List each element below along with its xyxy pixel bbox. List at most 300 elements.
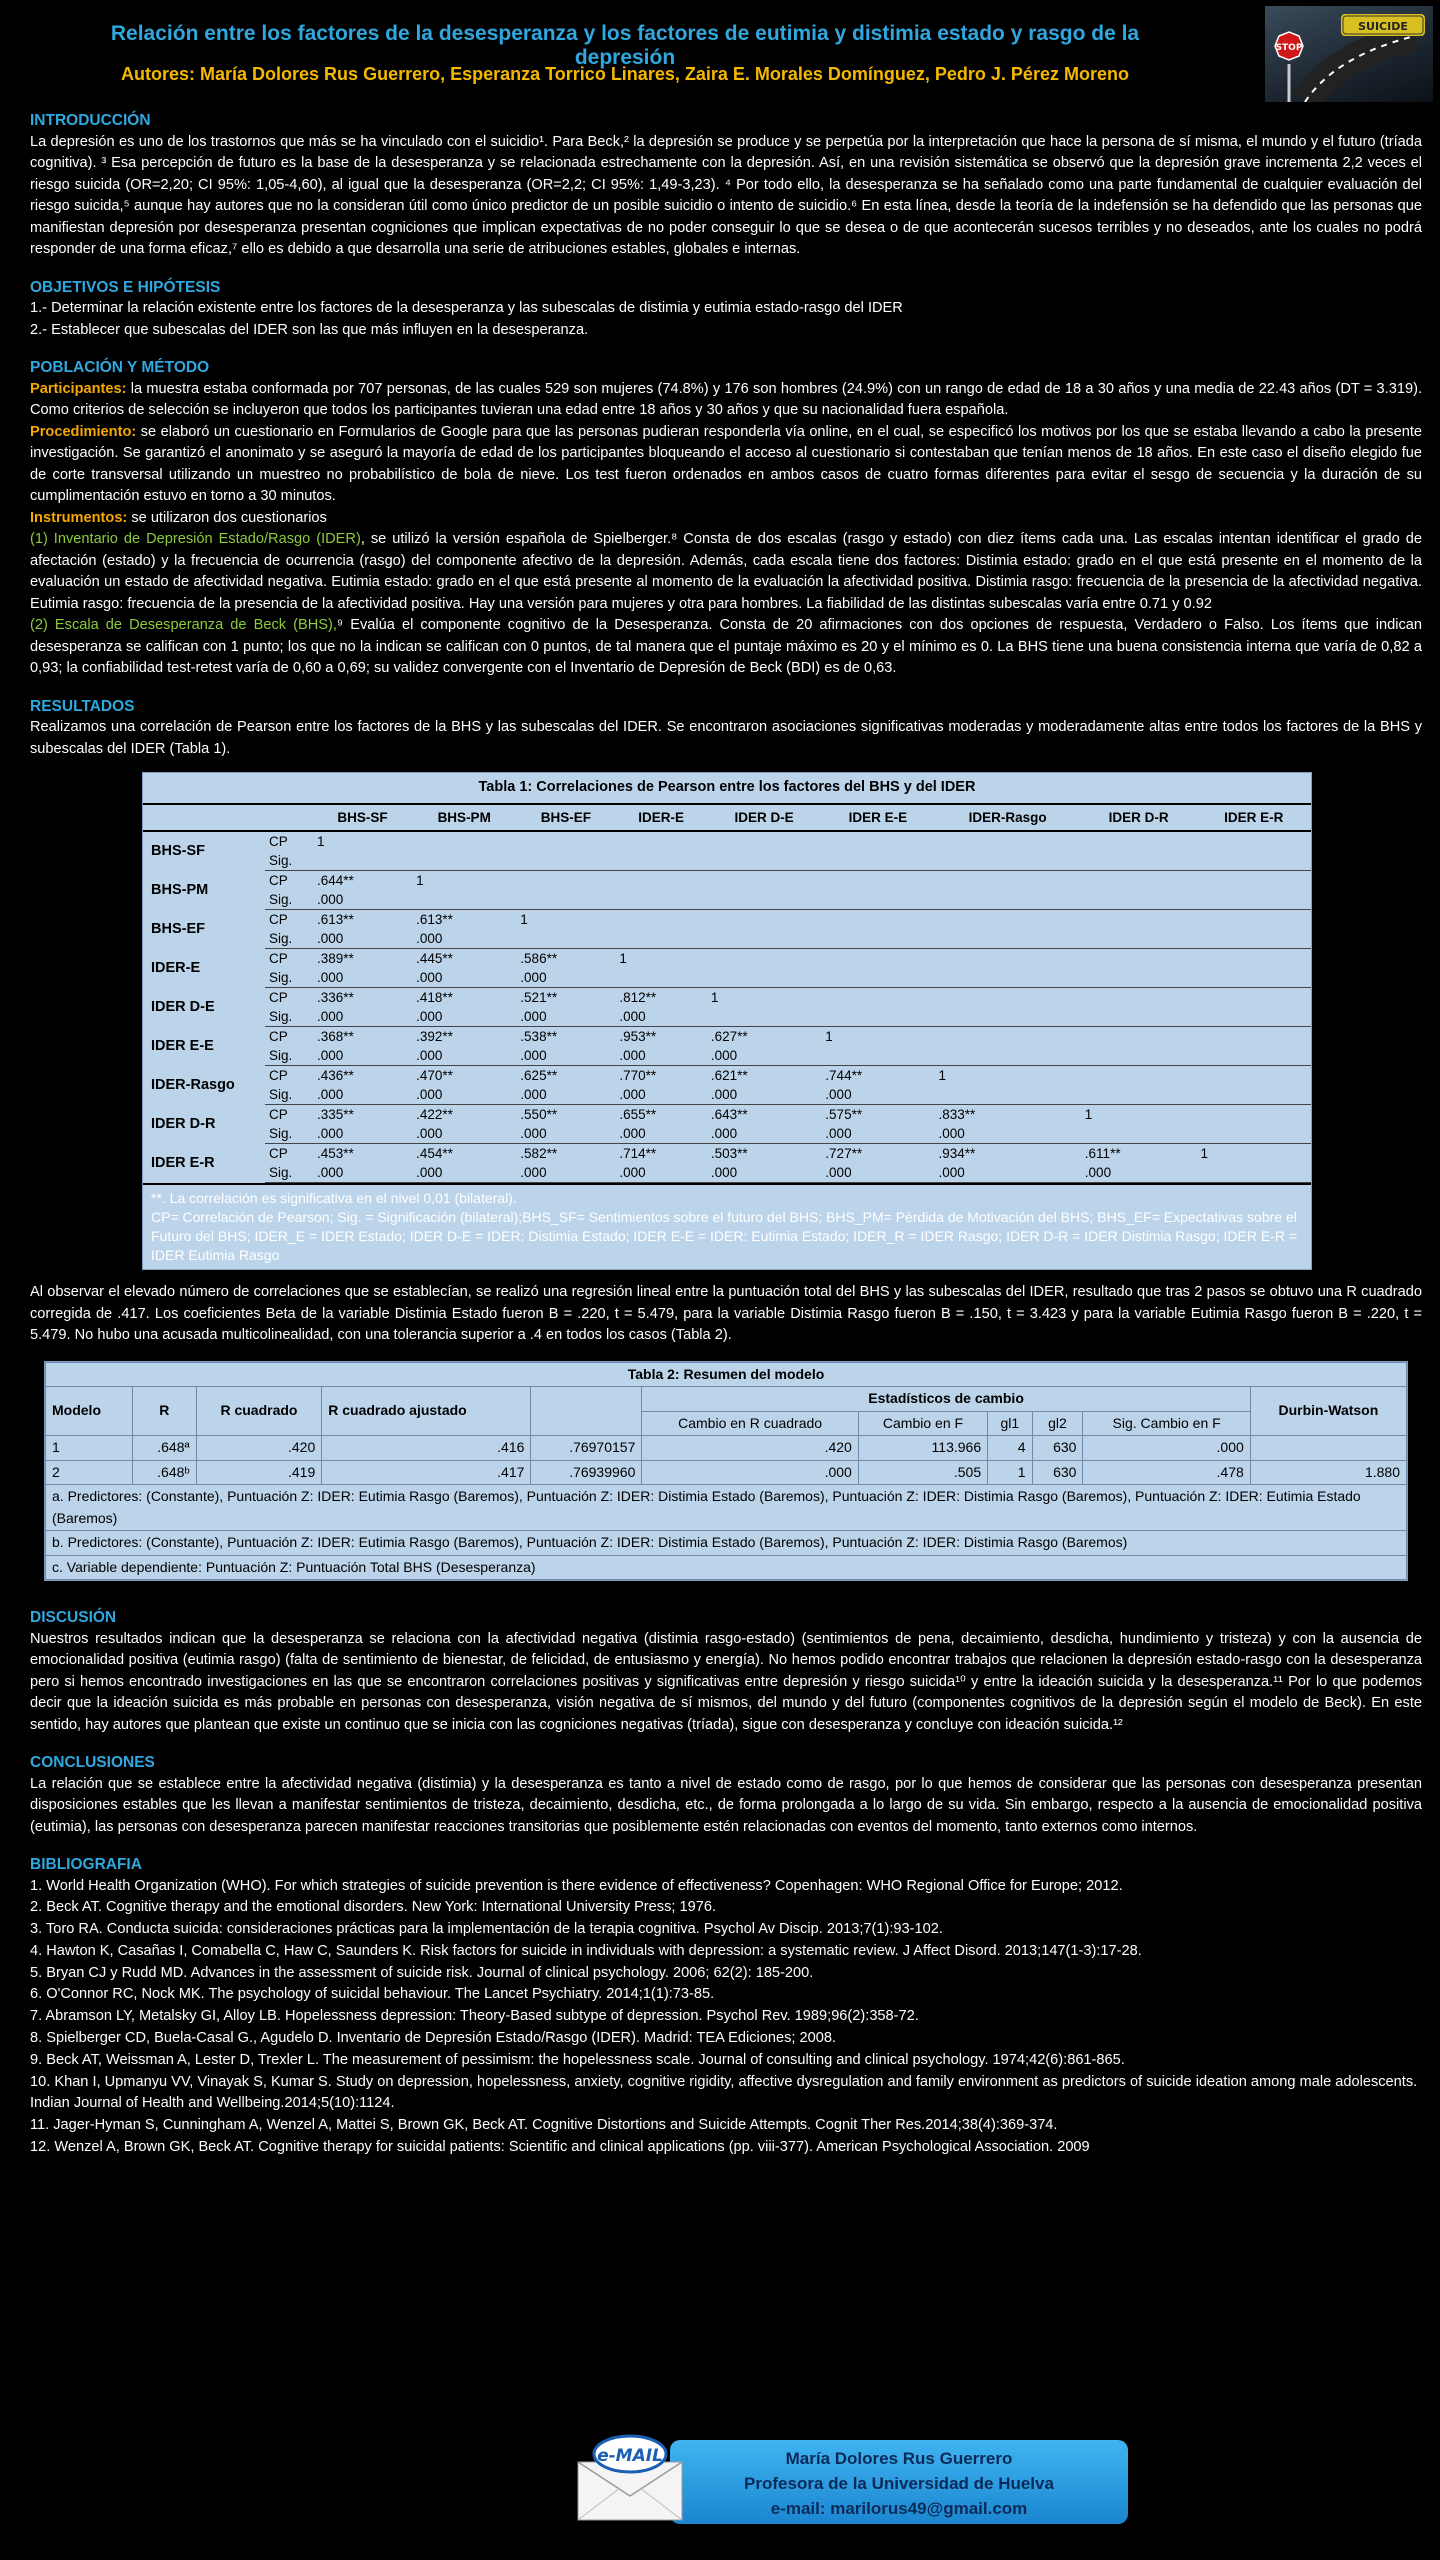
significance-cell: .000	[615, 1124, 706, 1144]
cell: 1	[988, 1460, 1032, 1485]
correlation-cell	[821, 871, 934, 891]
correlation-cell: .503**	[710, 1146, 748, 1161]
table2-note-row	[46, 1555, 1407, 1580]
correlation-cell	[1196, 988, 1311, 1008]
objectives-section	[30, 277, 1422, 342]
sig-label: Sig.	[265, 1007, 313, 1027]
correlation-cell: .436**	[317, 1068, 354, 1083]
cell: .648ᵇ	[132, 1460, 196, 1485]
correlation-cell: .655**	[619, 1107, 657, 1122]
procedure-label: Procedimiento:	[30, 423, 137, 440]
contact-email[interactable]: e-mail: marilorus49@gmail.com	[770, 2499, 1028, 2518]
cell: 2	[46, 1460, 133, 1485]
table2-header: Cambio en R cuadrado	[642, 1411, 858, 1436]
table2-header: Sig. Cambio en F	[1083, 1411, 1250, 1436]
correlation-cell	[821, 949, 934, 969]
significance-cell: .000	[615, 1007, 706, 1027]
row-label: BHS-EF	[151, 920, 205, 937]
significance-cell: .000	[516, 1163, 615, 1183]
row-label: IDER D-E	[151, 998, 215, 1015]
correlation-cell: .470**	[416, 1068, 453, 1083]
table1-column-header: IDER D-E	[707, 805, 821, 832]
table1-caption: Tabla 1: Correlaciones de Pearson entre los factores del BHS y del IDER	[143, 773, 1311, 805]
table2-header: Durbin-Watson	[1250, 1387, 1406, 1436]
significance-cell	[313, 851, 412, 871]
significance-cell	[412, 890, 516, 910]
significance-cell	[821, 1046, 934, 1066]
results-after-table1: Al observar el elevado número de correlaciones que se establecían, se realizó una regresión lineal entre la puntuación total del BHS y las subescalas del IDER, resultado que tras 2 pasos se obtuvo una R cuadrado corregida de .417. Los coeficientes Beta de la variable Distimia Estado fueron B = .220, t = 5.479, para la variable Distimia Rasgo fueron B = .150, t = 3.423 y para la variable Eutimia Rasgo fueron B = .220, t = 5.479. No hubo una acusada multicolinealidad, con una tolerancia superior a .4 en todos los casos (Tabla 2).	[30, 1284, 1422, 1343]
table-row	[143, 929, 1311, 949]
correlation-cell	[1196, 831, 1311, 851]
correlation-cell: .644**	[317, 873, 354, 888]
significance-cell: .000	[412, 1085, 516, 1105]
correlation-cell	[707, 871, 821, 891]
table2-header: Estadísticos de cambio	[642, 1387, 1250, 1412]
correlation-cell: 1	[619, 951, 627, 966]
reference-item: 1. World Health Organization (WHO). For which strategies of suicide prevention is there evidence of effectiveness? Copenhagen: WHO Regional Office for Europe; 2012.	[30, 1877, 1123, 1894]
significance-cell: .000	[313, 1085, 412, 1105]
cp-label: CP	[269, 1107, 288, 1122]
significance-cell: .000	[412, 1007, 516, 1027]
table-row	[46, 1460, 1407, 1485]
participants-paragraph	[30, 379, 1422, 422]
significance-cell	[707, 890, 821, 910]
significance-cell: .000	[313, 929, 412, 949]
participants-text: la muestra estaba conformada por 707 personas, de las cuales 529 son mujeres (74.8%) y 176 son hombres (24.9%) con un rango de edad de 18 a 30 años y una media de 22.43 años (DT = 3.319). Como criterios de selección se incluyeron que todos los participantes tuvieran una edad entre 18 años y 30 años y que su nacionalidad fuera española.	[30, 380, 1422, 418]
significance-cell	[1196, 1124, 1311, 1144]
cell: .417	[322, 1460, 531, 1485]
significance-cell: .000	[934, 1124, 1080, 1144]
road-sign-icon	[1265, 6, 1433, 102]
cell	[1250, 1436, 1406, 1461]
cell: .420	[196, 1436, 322, 1461]
correlation-cell: .335**	[317, 1107, 354, 1122]
correlation-cell: 1	[1200, 1146, 1208, 1161]
table-row	[143, 1144, 1311, 1164]
significance-cell	[934, 1046, 1080, 1066]
significance-cell	[1081, 1085, 1197, 1105]
bibliography-section	[30, 1854, 1422, 2159]
correlation-cell: .422**	[416, 1107, 453, 1122]
table-row	[143, 949, 1311, 969]
correlation-cell	[1081, 871, 1197, 891]
correlation-cell	[615, 871, 706, 891]
significance-cell	[707, 851, 821, 871]
table1-column-header: BHS-EF	[516, 805, 615, 832]
significance-cell	[821, 968, 934, 988]
significance-cell	[1196, 1007, 1311, 1027]
significance-cell: .000	[313, 890, 412, 910]
instruments-text: se utilizaron dos cuestionarios	[127, 509, 327, 526]
correlation-cell: .453**	[317, 1146, 354, 1161]
conclusions-heading: CONCLUSIONES	[30, 1754, 155, 1771]
contact-card	[670, 2440, 1128, 2524]
correlation-cell	[934, 949, 1080, 969]
table1-notes	[143, 1183, 1311, 1269]
table-row	[143, 1124, 1311, 1144]
reference-item: 4. Hawton K, Casañas I, Comabella C, Haw C, Saunders K. Risk factors for suicide in individuals with depression: a systematic review. J Affect Disord. 2013;147(1-3):17-28.	[30, 1942, 1142, 1959]
correlation-cell: 1	[317, 834, 325, 849]
cell: .505	[858, 1460, 987, 1485]
table1-column-header: BHS-PM	[412, 805, 516, 832]
cell: 630	[1032, 1460, 1083, 1485]
correlation-cell: .582**	[520, 1146, 558, 1161]
cell: .000	[1083, 1436, 1250, 1461]
bhs-paragraph	[30, 615, 1422, 680]
significance-cell: .000	[821, 1163, 934, 1183]
correlation-cell: .613**	[317, 912, 354, 927]
sig-label: Sig.	[265, 929, 313, 949]
row-label: IDER E-R	[151, 1154, 215, 1171]
significance-cell: .000	[707, 1163, 821, 1183]
objectives-heading: OBJETIVOS E HIPÓTESIS	[30, 278, 221, 296]
significance-cell	[1081, 929, 1197, 949]
table2-caption: Tabla 2: Resumen del modelo	[46, 1362, 1407, 1387]
reference-item: 9. Beck AT, Weissman A, Lester D, Trexler L. The measurement of pessimism: the hopelessness scale. Journal of consulting and clinical psychology. 1974;42(6):861-865.	[30, 2051, 1125, 2068]
cp-label: CP	[269, 912, 288, 927]
correlation-cell: .625**	[520, 1068, 558, 1083]
cp-label: CP	[269, 1146, 288, 1161]
correlation-cell: .770**	[619, 1068, 657, 1083]
table1-column-header: BHS-SF	[313, 805, 412, 832]
contact-affiliation: Profesora de la Universidad de Huelva	[744, 2474, 1054, 2493]
conclusions-text: La relación que se establece entre la afectividad negativa (distimia) y la desesperanza es tanto a nivel de estado como de rasgo, por lo que hemos de considerar que las personas con desesperanza presentan disposiciones estables que les llevan a manifestar sentimientos de tristeza, decaimiento, desdicha, etc., de forma prolongada a lo largo de su vida. Sin embargo, respecto a la ausencia de emocionalidad positiva (eutimia), las personas con desesperanza parecen manifestar reacciones transitorias que posiblemente estén relacionadas con eventos del momento, tanto externos como internos.	[30, 1775, 1422, 1835]
method-section	[30, 357, 1422, 680]
correlation-cell	[1081, 949, 1197, 969]
significance-cell: .000	[516, 1046, 615, 1066]
significance-cell	[1081, 968, 1197, 988]
table2-header: Modelo	[46, 1387, 133, 1436]
table-row	[143, 871, 1311, 891]
significance-cell	[615, 968, 706, 988]
participants-label: Participantes:	[30, 380, 127, 397]
discussion-heading: DISCUSIÓN	[30, 1609, 117, 1626]
significance-cell	[934, 1007, 1080, 1027]
significance-cell: .000	[313, 1124, 412, 1144]
correlation-cell: .613**	[416, 912, 453, 927]
authors-line: Autores: María Dolores Rus Guerrero, Esperanza Torrico Linares, Zaira E. Morales Domínguez, Pedro J. Pérez Moreno	[121, 64, 1129, 84]
reference-item: 7. Abramson LY, Metalsky GI, Alloy LB. Hopelessness depression: Theory-Based subtype of depression. Psychol Rev. 1989;96(2):358-72.	[30, 2008, 919, 2025]
significance-cell	[1081, 890, 1197, 910]
cp-label: CP	[269, 1068, 288, 1083]
correlation-cell: .538**	[520, 1029, 558, 1044]
table2-header-row	[46, 1387, 1407, 1412]
correlation-cell	[615, 910, 706, 930]
discussion-section	[30, 1607, 1422, 1736]
results-intro: Realizamos una correlación de Pearson entre los factores de la BHS y las subescalas del IDER. Se encontraron asociaciones significativas moderadas y moderadamente altas entre todos los factores de la BHS y subescalas del IDER (Tabla 1).	[30, 719, 1422, 757]
table1-header-row	[143, 805, 1311, 832]
correlation-cell	[707, 831, 821, 851]
poster-content	[30, 110, 1422, 2159]
conclusions-section	[30, 1752, 1422, 1838]
reference-item: 10. Khan I, Upmanyu VV, Vinayak S, Kumar S. Study on depression, hopelessness, anxiety, cognitive rigidity, affective dysregulation and family environment as predictors of suicide ideation among male adolescents. Indian Journal of Health and Wellbeing.2014;5(10):1124.	[30, 2073, 1418, 2112]
logo-sign-text: SUICIDE	[1358, 20, 1408, 33]
procedure-paragraph	[30, 422, 1422, 508]
correlation-cell	[1081, 1027, 1197, 1047]
row-label: IDER E-E	[151, 1037, 214, 1054]
reference-item: 3. Toro RA. Conducta suicida: consideraciones prácticas para la implementación de la terapia cognitiva. Psychol Av Discip. 2013;7(1):93-102.	[30, 1921, 943, 1938]
cp-label: CP	[269, 1029, 288, 1044]
significance-cell: .000	[821, 1085, 934, 1105]
correlation-cell	[1081, 831, 1197, 851]
reference-item: 12. Wenzel A, Brown GK, Beck AT. Cognitive therapy for suicidal patients: Scientific and clinical applications (pp. viii-377). American Psychological Association. 2009	[30, 2139, 1090, 2156]
significance-cell: .000	[707, 1046, 821, 1066]
table1-column-header: IDER E-E	[821, 805, 934, 832]
cell: .76939960	[531, 1460, 642, 1485]
correlation-cell	[1081, 988, 1197, 1008]
correlation-cell	[516, 871, 615, 891]
correlation-cell	[1081, 910, 1197, 930]
correlation-table	[143, 773, 1311, 1183]
table2-header: R cuadrado ajustado	[322, 1387, 531, 1436]
correlation-cell	[934, 831, 1080, 851]
table1-container	[142, 772, 1312, 1270]
sig-label: Sig.	[265, 1046, 313, 1066]
significance-cell: .000	[313, 1007, 412, 1027]
bhs-text: ⁹ Evalúa el componente cognitivo de la Desesperanza. Consta de 20 afirmaciones con dos opciones de respuesta, Verdadero o Falso. Los ítems que indican desesperanza se califican con 1 punto; los que no la indican se califican con 0 puntos, de tal manera que el puntaje máximo es 20 y el mínimo es 0. La BHS tiene una buena consistencia interna que varía de 0,82 a 0,93; la confiabilidad test-retest varía de 0,60 a 0,69; su validez convergente con el Inventario de Depresión de Beck (BDI) es de 0,63.	[30, 617, 1422, 676]
table1-corner	[265, 805, 313, 832]
table2-note: c. Variable dependiente: Puntuación Z: Puntuación Total BHS (Desesperanza)	[46, 1555, 1407, 1580]
row-label: IDER-Rasgo	[151, 1076, 235, 1093]
significance-cell	[1196, 851, 1311, 871]
significance-cell	[412, 851, 516, 871]
correlation-cell: .621**	[710, 1068, 748, 1083]
correlation-cell	[1196, 1066, 1311, 1086]
intro-text: La depresión es uno de los trastornos que más se ha vinculado con el suicidio¹. Para Beck,² la depresión se produce y se perpetúa por la interpretación que hace la persona de sí misma, el mundo y el futuro (tríada cognitiva). ³ Esa percepción de futuro es la base de la desesperanza y se relacionada estrechamente con la depresión. Así, en una revisión sistemática se observó que la depresión grave incrementa 2,2 veces el riesgo suicida (OR=2,20; CI 95%: 1,05-4,60), al igual que la desesperanza (OR=2,2; CI 95%: 1,49-3,23). ⁴ Por todo ello, la desesperanza se ha señalado como una parte fundamental de cualquier evaluación del riesgo suicida,⁵ aunque hay autores que no la consideran útil como único predictor de un posible suicidio o intento de suicidio.⁶ En esta línea, desde la teoría de la indefensión se ha defendido que las personas que manifiestan depresión por desesperanza presentan cogniciones que implican expectativas de no poder conseguir lo que se desea o de que acontecerán sucesos terribles y no deseados, ante los cuales no podrá responder de una forma eficaz,⁷ ello es debido a que desarrolla una serie de atribuciones estables, globales e internas.	[30, 133, 1422, 257]
significance-cell	[934, 890, 1080, 910]
cell: 4	[988, 1436, 1032, 1461]
table1-note: CP= Correlación de Pearson; Sig. = Significación (bilateral);BHS_SF= Sentimientos sobre el futuro del BHS; BHS_PM= Pérdida de Motivación del BHS; BHS_EF= Expectativas sobre el Futuro del BHS; IDER_E = IDER Estado; IDER D-E = IDER: Distimia Estado; IDER E-E = IDER: Eutimia Estado; IDER_R = IDER Rasgo; IDER D-R = IDER Distimia Rasgo; IDER E-R = IDER Eutimia Rasgo	[151, 1209, 1298, 1263]
cell: 1.880	[1250, 1460, 1406, 1485]
row-label: BHS-SF	[151, 842, 205, 859]
bibliography-heading: BIBLIOGRAFIA	[30, 1856, 142, 1873]
significance-cell	[821, 929, 934, 949]
significance-cell: .000	[516, 968, 615, 988]
correlation-cell: .643**	[710, 1107, 748, 1122]
correlation-cell: .714**	[619, 1146, 657, 1161]
correlation-cell	[1196, 949, 1311, 969]
correlation-cell: .575**	[825, 1107, 863, 1122]
ider-label: (1) Inventario de Depresión Estado/Rasgo (IDER)	[30, 531, 361, 547]
correlation-cell	[615, 831, 706, 851]
table2-header: Cambio en F	[858, 1411, 987, 1436]
significance-cell: .000	[313, 1163, 412, 1183]
table-row	[143, 831, 1311, 851]
intro-heading: INTRODUCCIÓN	[30, 112, 151, 129]
envelope-text: e-MAIL	[597, 2446, 663, 2466]
table-row	[143, 1046, 1311, 1066]
correlation-cell: .392**	[416, 1029, 453, 1044]
significance-cell	[934, 929, 1080, 949]
correlation-cell	[707, 910, 821, 930]
significance-cell: .000	[412, 929, 516, 949]
instruments-label: Instrumentos:	[30, 509, 128, 526]
row-label: BHS-PM	[151, 881, 209, 898]
procedure-text: se elaboró un cuestionario en Formularios de Google para que las personas pudieran responderla vía online, en el cual, se especificó los motivos por los que se estaba llevando a cabo la presente investigación. Se garantizó el anonimato y se aseguró la mayoría de edad de los participantes bloqueando el acceso al cuestionario si contestaban que tenían menos de 18 años. En este caso el diseño elegido fue de corte transversal utilizando un muestreo no probabilístico de bola de nieve. Los test fueron ordenados en ambos casos de cuatro formas diferentes para evitar el sesgo de secuencia y la duración de su cumplimentación estuvo en torno a 30 minutos.	[30, 423, 1422, 504]
significance-cell	[707, 968, 821, 988]
significance-cell	[707, 1007, 821, 1027]
table1-column-header: IDER-E	[615, 805, 706, 832]
correlation-cell	[1196, 871, 1311, 891]
sig-label: Sig.	[265, 968, 313, 988]
table2-header	[531, 1387, 642, 1436]
correlation-cell	[1081, 1066, 1197, 1086]
significance-cell: .000	[615, 1163, 706, 1183]
contact-box	[570, 2432, 1128, 2528]
significance-cell	[1081, 851, 1197, 871]
correlation-cell	[821, 988, 934, 1008]
correlation-cell: .445**	[416, 951, 453, 966]
correlation-cell: .611**	[1084, 1146, 1121, 1161]
cell: .478	[1083, 1460, 1250, 1485]
table-row	[143, 1066, 1311, 1086]
cell: .648ª	[132, 1436, 196, 1461]
correlation-cell	[1196, 1105, 1311, 1125]
table2-container	[44, 1361, 1408, 1582]
table-row	[143, 1163, 1311, 1183]
model-summary-table	[45, 1362, 1407, 1581]
significance-cell: .000	[615, 1046, 706, 1066]
suicide-stop-logo	[1265, 6, 1433, 102]
significance-cell: .000	[707, 1124, 821, 1144]
table-row	[143, 851, 1311, 871]
significance-cell	[934, 968, 1080, 988]
significance-cell: .000	[412, 968, 516, 988]
sig-label: Sig.	[265, 1124, 313, 1144]
table-row	[143, 1027, 1311, 1047]
correlation-cell: .744**	[825, 1068, 863, 1083]
correlation-cell: .336**	[317, 990, 354, 1005]
correlation-cell: .521**	[520, 990, 558, 1005]
correlation-cell	[934, 1027, 1080, 1047]
significance-cell	[1081, 1046, 1197, 1066]
correlation-cell	[934, 988, 1080, 1008]
cell: 113.966	[858, 1436, 987, 1461]
correlation-cell	[707, 949, 821, 969]
table2-note-row	[46, 1485, 1407, 1531]
contact-name: María Dolores Rus Guerrero	[785, 2449, 1013, 2468]
correlation-cell: .586**	[520, 951, 558, 966]
sig-label: Sig.	[265, 1163, 313, 1183]
method-heading: POBLACIÓN Y MÉTODO	[30, 359, 210, 376]
correlation-cell: 1	[416, 873, 424, 888]
significance-cell	[1081, 1007, 1197, 1027]
correlation-cell	[934, 871, 1080, 891]
cp-label: CP	[269, 834, 288, 849]
significance-cell	[934, 851, 1080, 871]
significance-cell: .000	[313, 968, 412, 988]
discussion-text: Nuestros resultados indican que la desesperanza se relaciona con la afectividad negativa (distimia rasgo-estado) (sentimientos de pena, decaimiento, desdicha, hundimiento y tristeza) y con la ausencia de emocionalidad positiva (eutimia rasgo) (falta de sentimiento de bienestar, de felicidad, de entusiasmo y energía). No hemos podido encontrar trabajos que relacionen la depresión estado-rasgo con la desesperanza pero si hemos encontrado investigaciones en las que se encontraron correlaciones positivas y significativas entre depresión y riesgo suicida¹⁰ y entre la ideación suicida y la desesperanza.¹¹ Por lo que podemos decir que la ideación suicida es más probable en personas con desesperanza, visión negativa de sí mismos, del mundo y del futuro (componentes cognitivos de la depresión según el modelo de Beck). En este sentido, hay autores que plantean que existe un continuo que se inicia con las cogniciones negativas (tríada), sigue con desesperanza y concluye con ideación suicida.¹²	[30, 1630, 1422, 1733]
email-envelope-icon	[570, 2432, 690, 2524]
significance-cell	[516, 890, 615, 910]
objective-item: 1.- Determinar la relación existente entre los factores de la desesperanza y las subescalas de distimia y eutimia estado-rasgo del IDER	[30, 300, 903, 316]
table1-column-header: IDER D-R	[1081, 805, 1197, 832]
intro-section	[30, 110, 1422, 261]
poster-title: Relación entre los factores de la desesperanza y los factores de eutimia y distimia estado y rasgo de la depresión	[110, 22, 1140, 69]
correlation-cell: 1	[520, 912, 528, 927]
significance-cell	[1196, 968, 1311, 988]
significance-cell	[615, 851, 706, 871]
table1-body	[143, 831, 1311, 1183]
table1-column-header: IDER E-R	[1196, 805, 1311, 832]
correlation-cell	[934, 910, 1080, 930]
significance-cell	[1196, 929, 1311, 949]
significance-cell: .000	[412, 1046, 516, 1066]
cell: .000	[642, 1460, 858, 1485]
table-row	[143, 1007, 1311, 1027]
table2-header: gl2	[1032, 1411, 1083, 1436]
significance-cell	[821, 1007, 934, 1027]
table-row	[143, 988, 1311, 1008]
table-row	[143, 1105, 1311, 1125]
significance-cell	[1196, 1163, 1311, 1183]
table1-column-header: IDER-Rasgo	[934, 805, 1080, 832]
cell: .416	[322, 1436, 531, 1461]
cell: 1	[46, 1436, 133, 1461]
significance-cell	[1196, 890, 1311, 910]
table2-note-row	[46, 1531, 1407, 1556]
significance-cell: .000	[412, 1124, 516, 1144]
table-row	[143, 968, 1311, 988]
reference-item: 11. Jager-Hyman S, Cunningham A, Wenzel A, Mattei S, Brown GK, Beck AT. Cognitive Distortions and Suicide Attempts. Cognit Ther Res.2014;38(4):369-374.	[30, 2117, 1058, 2134]
correlation-cell: .833**	[938, 1107, 976, 1122]
table2-note: b. Predictores: (Constante), Puntuación Z: IDER: Eutimia Rasgo (Baremos), Puntuación Z: IDER: Distimia Estado (Baremos), Puntuación Z: IDER: Distimia Rasgo (Baremos)	[46, 1531, 1407, 1556]
cp-label: CP	[269, 990, 288, 1005]
table1-corner	[143, 805, 265, 832]
correlation-cell: .389**	[317, 951, 354, 966]
significance-cell	[821, 851, 934, 871]
cell: .76970157	[531, 1436, 642, 1461]
correlation-cell: .418**	[416, 990, 453, 1005]
cell: 630	[1032, 1436, 1083, 1461]
sig-label: Sig.	[265, 1085, 313, 1105]
correlation-cell	[412, 831, 516, 851]
table-row	[143, 910, 1311, 930]
correlation-cell	[821, 910, 934, 930]
ider-paragraph	[30, 529, 1422, 615]
table-row	[46, 1436, 1407, 1461]
significance-cell	[707, 929, 821, 949]
reference-item: 8. Spielberger CD, Buela-Casal G., Agudelo D. Inventario de Depresión Estado/Rasgo (IDER). Madrid: TEA Ediciones; 2008.	[30, 2030, 837, 2047]
row-label: IDER-E	[151, 959, 201, 976]
correlation-cell	[1196, 910, 1311, 930]
results-section	[30, 696, 1422, 1582]
significance-cell: .000	[516, 1124, 615, 1144]
significance-cell	[1196, 1046, 1311, 1066]
correlation-cell	[821, 831, 934, 851]
significance-cell	[615, 890, 706, 910]
correlation-cell: 1	[825, 1029, 833, 1044]
sig-label: Sig.	[265, 851, 313, 871]
instruments-paragraph	[30, 508, 1422, 530]
significance-cell: .000	[934, 1163, 1080, 1183]
row-label: IDER D-R	[151, 1115, 216, 1132]
table2-header: gl1	[988, 1411, 1032, 1436]
logo-stop-text: STOP	[1275, 43, 1303, 53]
correlation-cell	[1196, 1027, 1311, 1047]
cell: .420	[642, 1436, 858, 1461]
cell: .419	[196, 1460, 322, 1485]
ider-text: , se utilizó la versión española de Spielberger.⁸ Consta de dos escalas (rasgo y estado) con diez ítems cada una. Las escalas intentan identificar el grado de afectación (estado) y la frecuencia de ocurrencia (rasgo) del componente afectivo de la depresión. Además, cada escala tiene dos factores: Distimia estado: grado en el que está presente en el momento de la evaluación un estado de afectividad negativa. Eutimia estado: grado en el que está presente al momento de la evaluación la afectividad positiva. Distimia rasgo: frecuencia de la presencia de la afectividad negativa. Eutimia rasgo: frecuencia de la presencia de la afectividad positiva. Hay una versión para mujeres y otra para hombres. La fiabilidad de las distintas subescalas varía entre 0.71 y 0.92	[30, 531, 1422, 612]
reference-item: 6. O'Connor RC, Nock MK. The psychology of suicidal behaviour. The Lancet Psychiatry. 2014;1(1):73-85.	[30, 1986, 715, 2003]
significance-cell	[934, 1085, 1080, 1105]
table2-header: R cuadrado	[196, 1387, 322, 1436]
table2-caption-row	[46, 1362, 1407, 1387]
table-row	[143, 890, 1311, 910]
significance-cell: .000	[821, 1124, 934, 1144]
reference-item: 5. Bryan CJ y Rudd MD. Advances in the assessment of suicide risk. Journal of clinical psychology. 2006; 62(2): 185-200.	[30, 1964, 814, 1981]
significance-cell	[615, 929, 706, 949]
